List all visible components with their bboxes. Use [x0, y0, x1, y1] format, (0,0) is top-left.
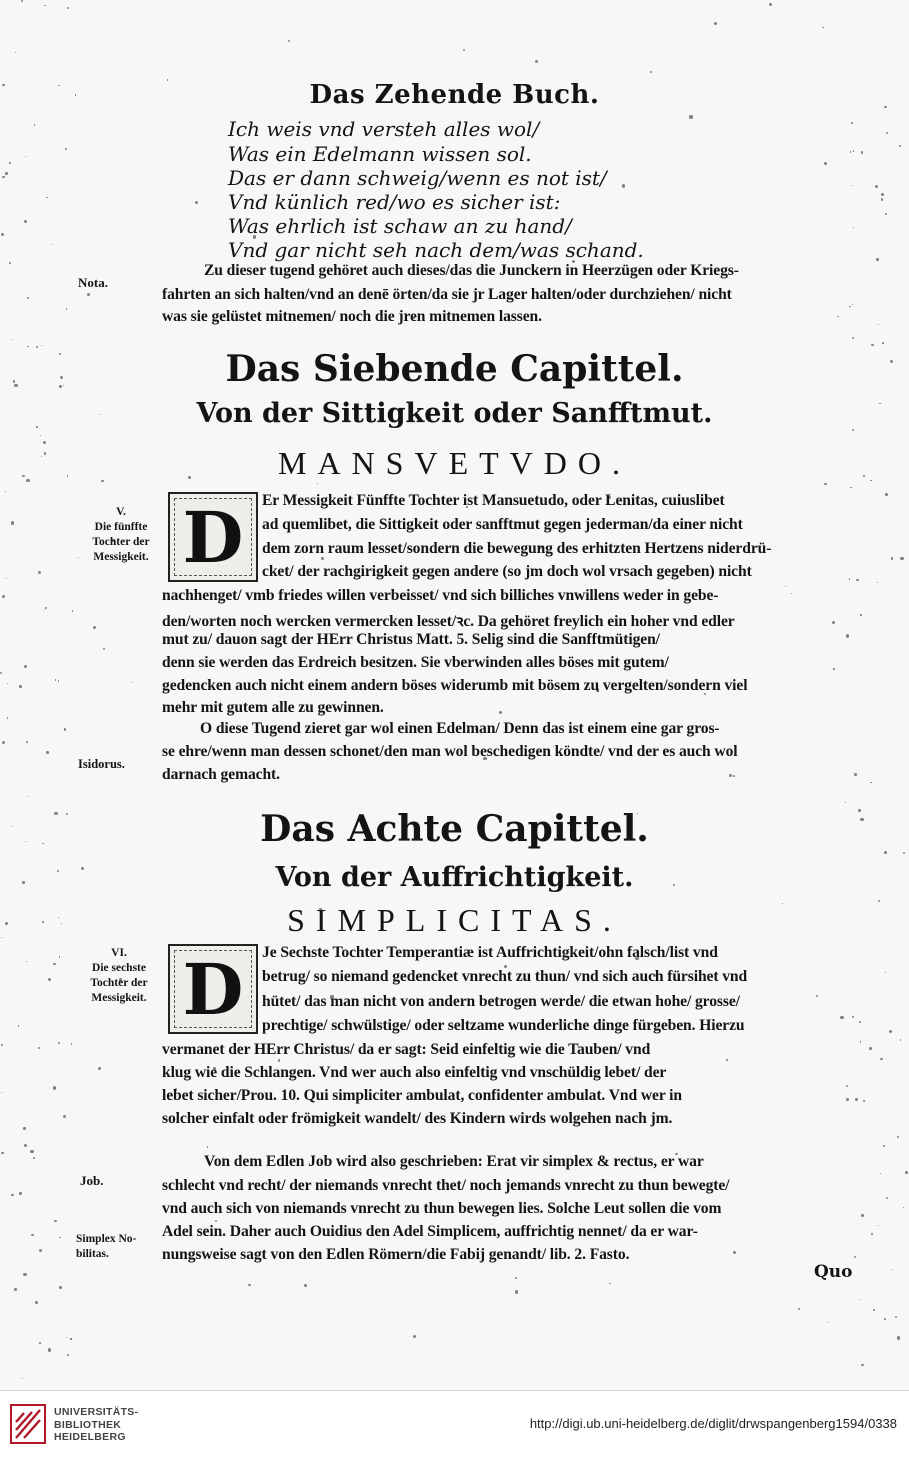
scan-speck: [515, 1277, 517, 1279]
scan-speck: [40, 435, 41, 436]
scan-speck: [28, 796, 29, 797]
text-line: darnach gemacht.: [162, 766, 280, 783]
scan-speck: [23, 1127, 25, 1129]
scan-speck: [463, 49, 465, 51]
scan-speck: [714, 22, 717, 25]
chapter-7-latin: MANSVETVDO.: [278, 445, 631, 481]
scan-speck: [207, 1146, 208, 1147]
scan-speck: [19, 685, 21, 687]
scan-speck: [39, 1342, 41, 1344]
scan-speck: [46, 197, 47, 198]
scan-speck: [63, 1115, 66, 1118]
scan-speck: [9, 162, 10, 163]
scan-speck: [885, 493, 888, 496]
scan-speck: [26, 741, 28, 743]
viewer-footer: [0, 1390, 909, 1457]
scan-speck: [824, 483, 826, 485]
scan-speck: [52, 244, 53, 245]
scan-speck: [413, 1335, 416, 1338]
scan-speck: [900, 557, 903, 560]
margin-note-nota: Nota.: [78, 275, 108, 290]
university-library-logo-icon: [10, 1404, 46, 1444]
scan-speck: [733, 1251, 736, 1254]
scan-speck: [870, 782, 871, 783]
scan-speck: [21, 0, 23, 2]
scan-speck: [882, 342, 884, 344]
scan-speck: [860, 1299, 861, 1300]
scan-speck: [846, 634, 849, 637]
text-line: hütet/ das man nicht von andern betrogen werde/ die etwan hohe/ grosse/: [262, 993, 740, 1010]
scan-speck: [215, 1220, 217, 1222]
scan-speck: [55, 679, 57, 681]
scan-speck: [886, 1197, 888, 1199]
scan-speck: [856, 579, 858, 581]
text-line: vermanet der HErr Christus/ da er sagt: Seid einfeltig wie die Tauben/ vnd: [162, 1041, 651, 1058]
scan-speck: [93, 626, 96, 629]
scan-speck: [43, 441, 46, 444]
margin-note-simplex: Simplex No- bilitas.: [76, 1233, 137, 1260]
chapter-8-subtitle: Von der Auffrichtigkeit.: [275, 862, 634, 893]
margin-note-job: Job.: [80, 1173, 104, 1188]
text-line: mut zu/ dauon sagt der HErr Christus Matt. 5. Selig sind die Sanfftmütigen/: [162, 631, 660, 648]
scan-speck: [824, 162, 827, 165]
scan-speck: [24, 220, 27, 223]
scan-speck: [816, 995, 818, 997]
scan-speck: [729, 774, 732, 777]
scan-speck: [33, 1157, 35, 1159]
scan-speck: [880, 1058, 883, 1061]
scan-speck: [837, 316, 839, 318]
chapter-7-subtitle: Von der Sittigkeit oder Sanfftmut.: [196, 398, 713, 429]
scan-speck: [5, 172, 8, 175]
verse-line: Was ein Edelmann wissen sol.: [228, 142, 532, 166]
scan-speck: [1, 1152, 4, 1155]
verse-line: Das er dann schweig/wenn es not ist/: [228, 166, 607, 190]
scan-speck: [46, 751, 48, 753]
text-line: gedencken auch nicht einem andern böses widerumb mit bösem zu vergelten/sondern viel: [162, 677, 748, 694]
scan-speck: [892, 1269, 893, 1270]
scan-speck: [25, 156, 27, 158]
scan-speck: [897, 1336, 900, 1339]
scan-speck: [44, 5, 46, 7]
scan-speck: [7, 717, 9, 719]
scan-speck: [650, 71, 652, 73]
scan-speck: [871, 1233, 873, 1235]
scan-speck: [31, 1234, 33, 1236]
scan-speck: [846, 1098, 849, 1101]
scan-speck: [822, 27, 824, 29]
scan-speck: [861, 1214, 864, 1217]
scan-speck: [44, 609, 45, 610]
scan-speck: [23, 1273, 26, 1276]
scan-speck: [48, 1348, 51, 1351]
scan-speck: [903, 1207, 904, 1208]
scan-speck: [6, 578, 7, 579]
scan-speck: [854, 773, 856, 775]
text-line: nungsweise sagt von den Edlen Römern/die Fabij genandt/ lib. 2. Fasto.: [162, 1246, 630, 1263]
scan-speck: [41, 345, 42, 346]
permalink-url[interactable]: http://digi.ub.uni-heidelberg.de/diglit/drwspangenberg1594/0338: [529, 1416, 897, 1431]
scan-speck: [849, 578, 850, 579]
scan-speck: [70, 1338, 71, 1339]
scan-speck: [19, 1192, 21, 1194]
scan-speck: [905, 1171, 908, 1174]
library-name: UNIVERSITÄTS- BIBLIOTHEK HEIDELBERG: [54, 1406, 139, 1443]
text-line: cket/ der rachgirigkeit gegen andere (so jm doch wol vrsach gegeben) nicht: [262, 563, 752, 580]
scan-speck: [35, 1301, 38, 1304]
text-line: betrug/ so niemand gedencket vnrecht zu thun/ vnd sich auch fürsihet vnd: [262, 968, 748, 985]
scan-speck: [832, 621, 835, 624]
scan-speck: [45, 607, 47, 609]
drop-cap-initial: D: [168, 944, 258, 1034]
scan-speck: [853, 150, 855, 152]
scan-speck: [828, 1322, 829, 1323]
scan-speck: [288, 40, 290, 42]
scan-speck: [304, 1284, 307, 1287]
scan-speck: [66, 308, 68, 310]
scan-speck: [15, 52, 16, 53]
text-line: vnd auch sich von niemands vnrecht zu thun bewegen lies. Solche Leut sollen die vom: [162, 1200, 722, 1217]
scan-speck: [871, 344, 874, 347]
text-line: schlecht vnd recht/ der niemands vnrecht thet/ noch jemands vnrecht zu thun bewegte/: [162, 1177, 730, 1194]
scan-speck: [833, 668, 834, 669]
scan-speck: [34, 124, 35, 125]
chapter-7-title: Das Siebende Capittel.: [225, 348, 684, 390]
scan-speck: [14, 1288, 17, 1291]
scan-speck: [769, 3, 772, 6]
scan-speck: [875, 185, 878, 188]
scan-speck: [877, 582, 878, 583]
scan-speck: [889, 1030, 892, 1033]
scan-speck: [38, 571, 41, 574]
scan-speck: [1, 233, 4, 236]
scan-speck: [48, 978, 51, 981]
text-line: ad quemlibet, die Sittigkeit oder sanfftmut gegen jederman/da einer nicht: [262, 516, 743, 533]
chapter-8-title: Das Achte Capittel.: [260, 808, 649, 850]
text-line: Zu dieser tugend gehöret auch dieses/das die Junckern in Heerzügen oder Kriegs-: [204, 262, 739, 279]
scan-speck: [53, 1086, 56, 1089]
scan-speck: [22, 1378, 23, 1379]
scan-speck: [11, 521, 14, 524]
scan-speck: [852, 337, 854, 339]
text-line: was sie gelüstet mitnemen/ noch die jren mitnemen lassen.: [162, 308, 542, 325]
scan-speck: [27, 297, 29, 299]
scan-speck: [278, 1059, 280, 1061]
text-line: nachhenget/ vmb friedes willen verbeisset/ vnd sich billiches vnwillens weder in gebe-: [162, 587, 719, 604]
scan-speck: [39, 1249, 42, 1252]
text-line: klug wie die Schlangen. Vnd wer auch also einfeltig vnd vnschüldig lebet/ der: [162, 1064, 667, 1081]
scan-speck: [895, 1316, 897, 1318]
scan-speck: [38, 1047, 40, 1049]
scan-speck: [855, 1098, 857, 1100]
chapter-8-latin: SIMPLICITAS.: [287, 902, 622, 938]
scan-speck: [791, 593, 792, 594]
scan-speck: [861, 1364, 863, 1366]
text-line: Er Messigkeit Fünffte Tochter ist Mansuetudo, oder Lenitas, cuiuslibet: [262, 492, 725, 509]
scan-speck: [881, 193, 884, 196]
scan-speck: [849, 306, 850, 307]
scan-speck: [58, 680, 60, 682]
scan-speck: [850, 151, 851, 152]
running-head: Das Zehende Buch.: [309, 80, 600, 110]
verse-line: Vnd gar nicht seh nach dem/was schand.: [228, 238, 644, 262]
scan-speck: [851, 122, 853, 124]
scan-speck: [900, 1039, 901, 1040]
scan-speck: [58, 1042, 61, 1045]
scan-speck: [880, 1173, 881, 1174]
text-line: se ehre/wenn man dessen schonet/den man wol beschedigen köndte/ vnd der es auch wol: [162, 743, 738, 760]
scan-speck: [9, 262, 11, 264]
scan-speck: [851, 185, 852, 186]
scan-speck: [59, 956, 61, 958]
text-line: Von dem Edlen Job wird also geschrieben: Erat vir simplex & rectus, er war: [204, 1153, 704, 1170]
text-line: denn sie werden das Erdreich besitzen. Sie vberwinden alles böses mit gutem/: [162, 654, 669, 671]
scan-speck: [515, 1290, 518, 1293]
margin-note-v: V. Die fünffte Tochter der Messigkeit.: [92, 506, 150, 563]
scan-speck: [67, 7, 69, 9]
scan-speck: [71, 1043, 72, 1044]
text-line: lebet sicher/Prou. 10. Qui simpliciter ambulat, confidenter ambulat. Vnd wer in: [162, 1087, 682, 1104]
scan-speck: [733, 775, 735, 777]
scan-speck: [785, 586, 786, 587]
scan-speck: [878, 324, 880, 326]
scan-speck: [863, 1100, 865, 1102]
scan-speck: [64, 728, 66, 730]
scan-speck: [622, 184, 625, 187]
scan-speck: [884, 851, 887, 854]
text-line: den/worten noch wercken vermercken lesset/ꝛc. Da gehöret freylich ein hoher vnd edler: [162, 613, 735, 630]
scan-speck: [24, 1144, 27, 1147]
text-line: Adel sein. Daher auch Ouidius den Adel Simplicem, auffrichtig nennet/ da er war-: [162, 1223, 698, 1240]
scan-speck: [726, 1059, 728, 1061]
scan-speck: [317, 483, 318, 484]
scan-speck: [897, 1136, 899, 1138]
verse-line: Was ehrlich ist schaw an zu hand/: [228, 214, 572, 238]
scan-speck: [854, 1256, 856, 1258]
scan-speck: [885, 213, 888, 216]
scan-speck: [103, 648, 105, 650]
scan-speck: [884, 1318, 886, 1320]
scan-speck: [860, 1041, 861, 1042]
scan-speck: [54, 1220, 57, 1223]
scan-speck: [78, 557, 79, 558]
scan-speck: [876, 258, 879, 261]
scan-speck: [5, 491, 7, 493]
scan-speck: [2, 741, 5, 744]
scan-speck: [1, 1092, 2, 1093]
text-line: solcher einfalt oder frömigkeit wandelt/ des Kindern wirds wolgehen nach jm.: [162, 1110, 673, 1127]
scan-speck: [881, 198, 884, 201]
scan-speck: [883, 1145, 885, 1147]
scan-speck: [65, 148, 67, 150]
scan-speck: [499, 711, 502, 714]
scan-speck: [852, 304, 853, 305]
scan-speck: [53, 963, 56, 966]
scan-speck: [2, 595, 5, 598]
scan-speck: [885, 972, 886, 973]
scan-speck: [609, 1283, 610, 1284]
scan-speck: [878, 1225, 880, 1227]
margin-note-vi: VI. Die sechste Tochter der Messigkeit.: [90, 947, 148, 1004]
scan-speck: [67, 1354, 69, 1356]
scan-speck: [860, 614, 861, 615]
scan-speck: [850, 487, 851, 488]
scan-speck: [7, 683, 8, 684]
scan-speck: [0, 672, 2, 674]
scan-speck: [899, 145, 901, 147]
text-line: mehr mit gutem alle zu gewinnen.: [162, 699, 384, 716]
catchword: Quo: [814, 1262, 853, 1282]
verse-line: Vnd künlich red/wo es sicher ist:: [228, 190, 561, 214]
scan-speck: [195, 201, 198, 204]
drop-cap-initial: D: [168, 492, 258, 582]
scan-speck: [535, 60, 538, 63]
scan-speck: [859, 1021, 861, 1023]
scan-speck: [11, 1194, 13, 1196]
scan-speck: [798, 1308, 800, 1310]
verse-line: Ich weis vnd versteh alles wol/: [228, 117, 540, 141]
text-line: Je Sechste Tochter Temperantiæ ist Auffrichtigkeit/ohn falsch/list vnd: [262, 944, 718, 961]
scan-speck: [886, 132, 889, 135]
text-line: dem zorn raum lesset/sondern die bewegung des erhitzten Hertzens niderdrü-: [262, 540, 772, 557]
scan-speck: [98, 1067, 101, 1070]
scan-speck: [87, 293, 90, 296]
scan-speck: [66, 1337, 67, 1338]
scan-speck: [18, 1025, 19, 1026]
margin-note-isidorus: Isidorus.: [78, 757, 125, 771]
scan-speck: [59, 1237, 61, 1239]
scan-speck: [1, 1044, 3, 1046]
scan-speck: [846, 1085, 848, 1087]
scan-speck: [840, 1016, 843, 1019]
scan-speck: [2, 176, 5, 179]
scan-speck: [853, 227, 854, 228]
text-line: fahrten an sich halten/vnd an denē örten/da sie jr Lager halten/oder durchziehen/ nicht: [162, 286, 732, 303]
text-line: O diese Tugend zieret gar wol einen Edelman/ Denn das ist einem eine gar gros-: [200, 720, 720, 737]
text-line: prechtige/ schwülstige/ oder seltzame wunderliche dinge fürgeben. Hierzu: [262, 1017, 745, 1034]
scan-speck: [852, 1016, 854, 1018]
scan-speck: [131, 682, 132, 683]
scan-speck: [873, 1309, 875, 1311]
scan-speck: [689, 115, 692, 118]
scan-speck: [891, 557, 893, 559]
scan-speck: [72, 610, 73, 611]
scan-speck: [248, 1284, 251, 1287]
scan-speck: [30, 1150, 33, 1153]
scan-speck: [861, 151, 864, 154]
scan-speck: [24, 665, 27, 668]
scan-speck: [59, 1286, 62, 1289]
scan-speck: [903, 852, 905, 854]
scan-speck: [26, 961, 27, 962]
scan-speck: [12, 339, 13, 340]
scan-speck: [869, 1047, 872, 1050]
scan-speck: [845, 802, 846, 803]
